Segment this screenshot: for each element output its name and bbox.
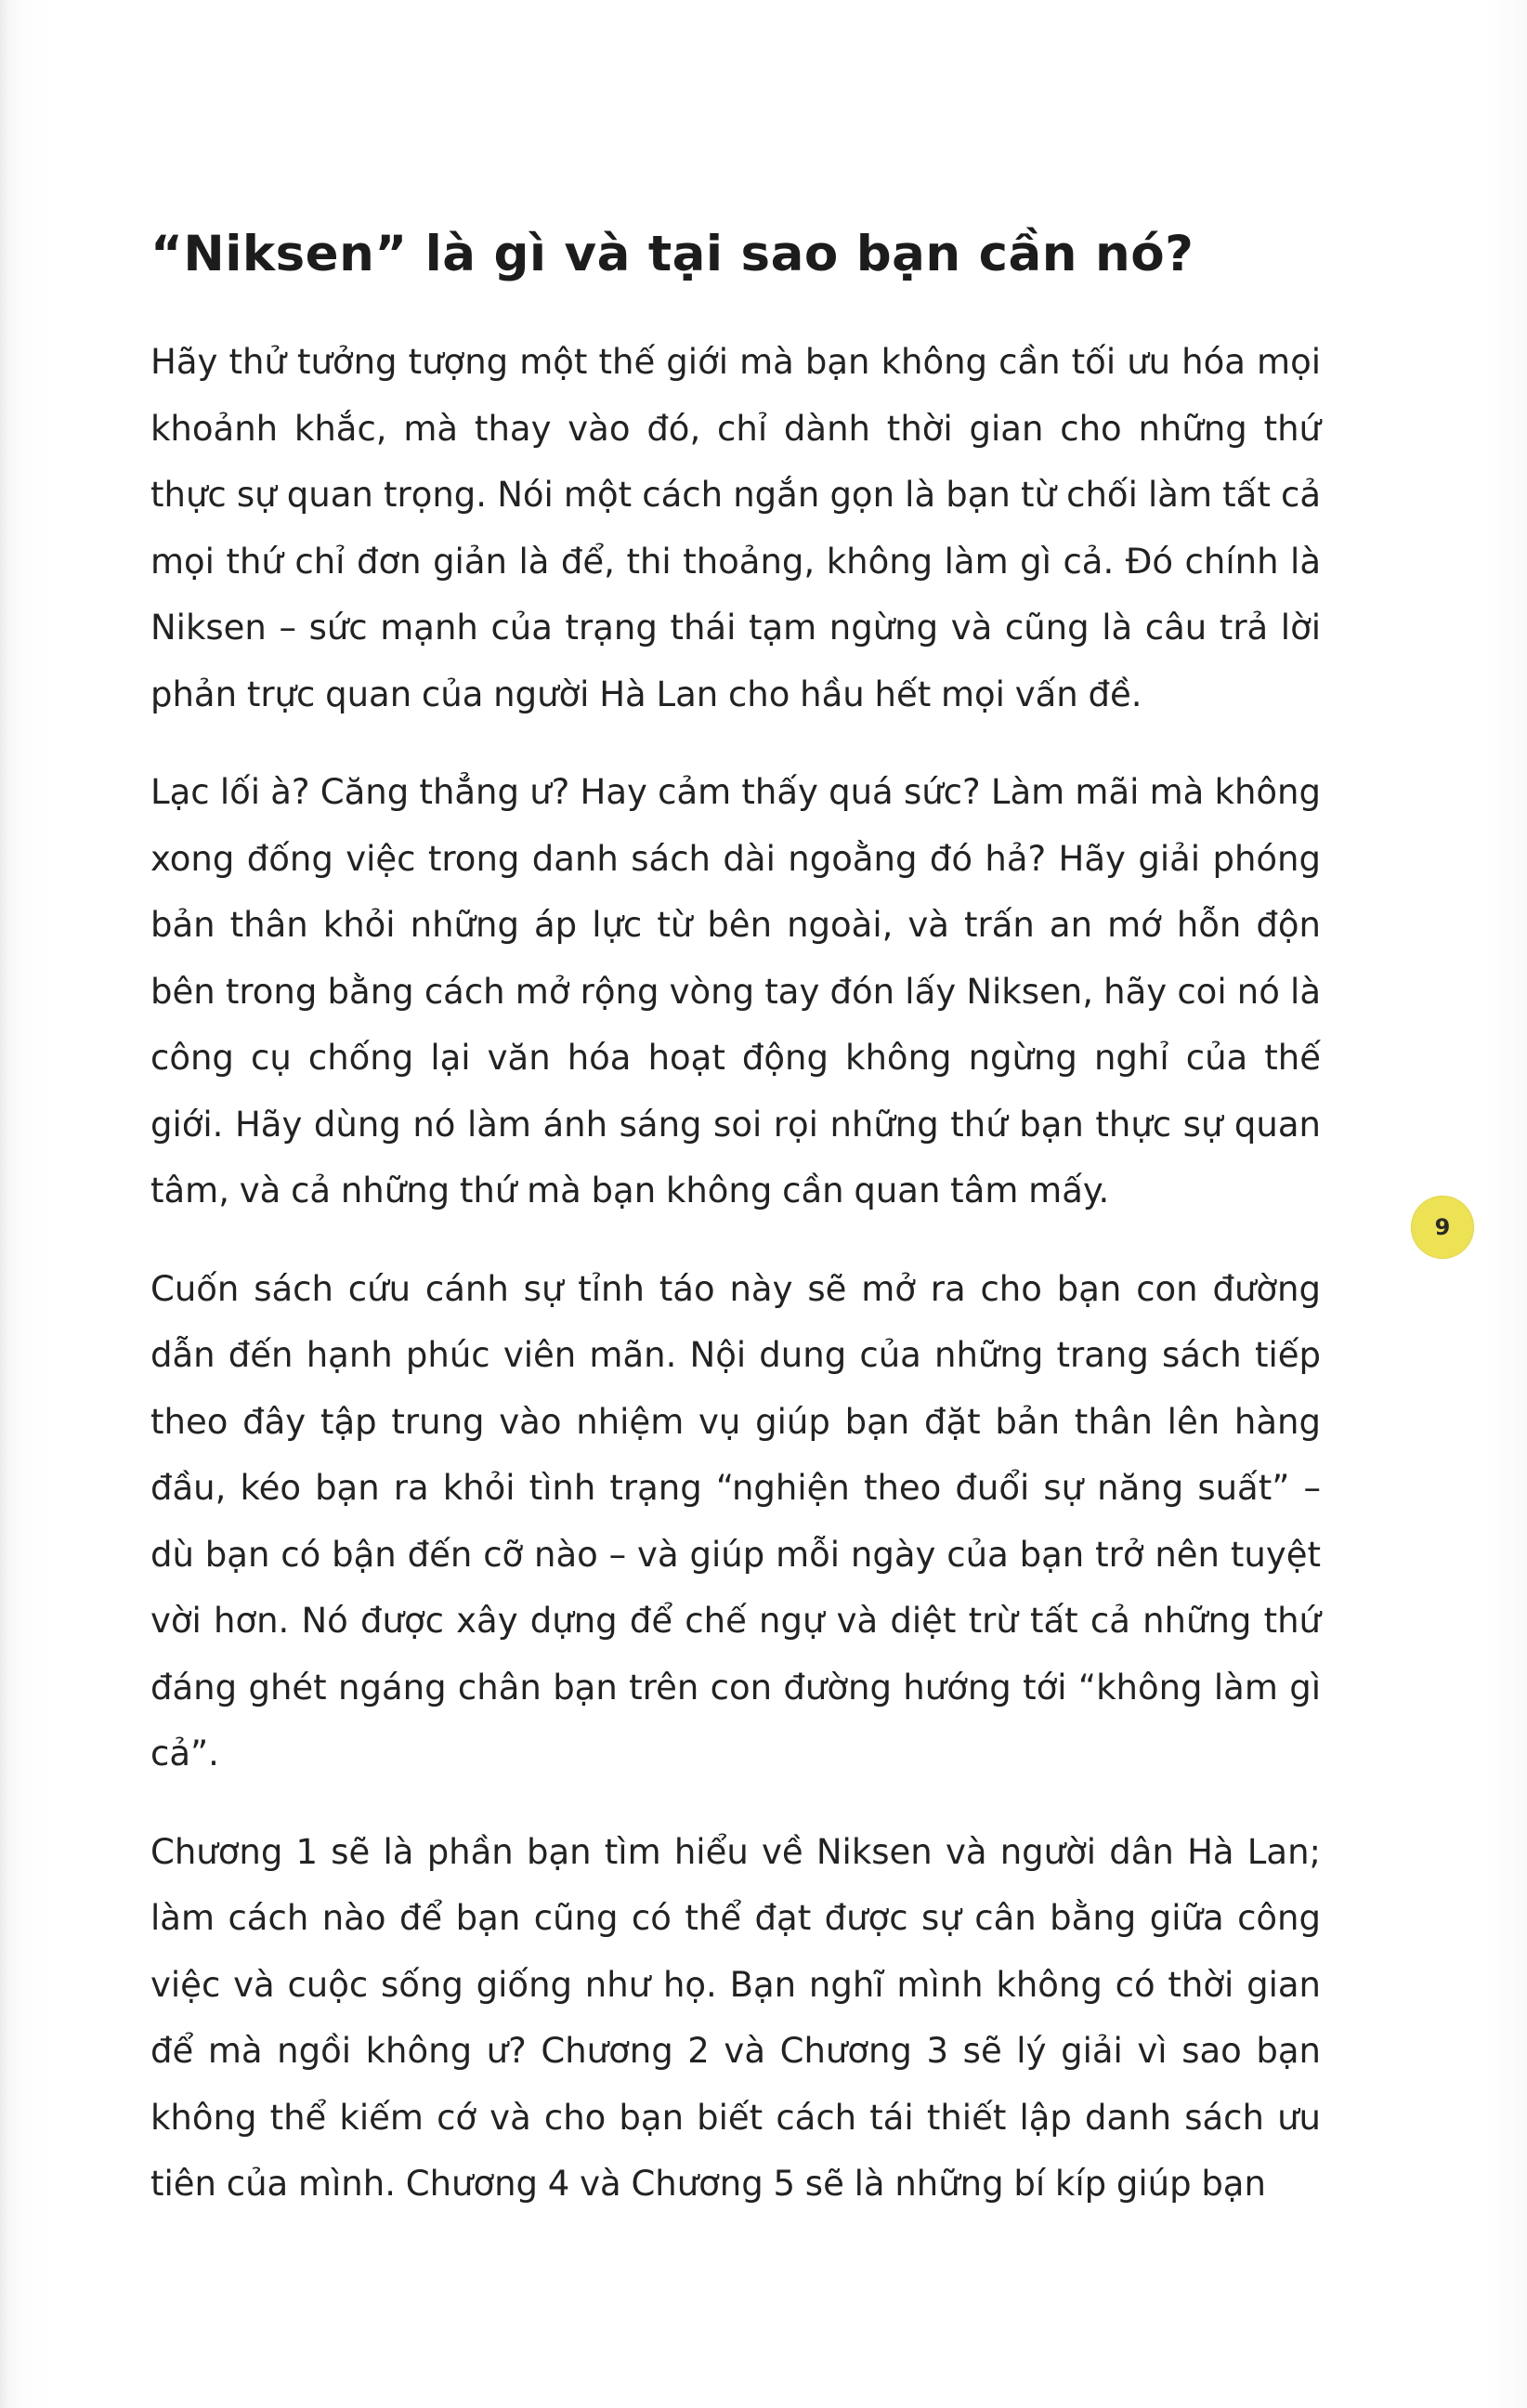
paragraph-4: Chương 1 sẽ là phần bạn tìm hiểu về Niksen và người dân Hà Lan; làm cách nào để bạn cũng có thể đạt được sự cân bằng giữa công việc và cuộc sống giống như họ. Bạn nghĩ mình không có thời gian để mà ngồi không ư? Chương 2 và Chương 3 sẽ lý giải vì sao bạn không thể kiếm cớ và cho bạn biết cách tái thiết lập danh sách ưu tiên của mình. Chương 4 và Chương 5 sẽ là những bí kíp giúp bạn [150,1831,1321,2204]
page-number-badge: 9 [1411,1196,1474,1259]
paragraph-2: Lạc lối à? Căng thẳng ư? Hay cảm thấy quá sức? Làm mãi mà không xong đống việc trong danh sách dài ngoằng đó hả? Hãy giải phóng bản thân khỏi những áp lực từ bên ngoài, và trấn an mớ hỗn độn bên trong bằng cách mở rộng vòng tay đón lấy Niksen, hãy coi nó là công cụ chống lại văn hóa hoạt động không ngừng nghỉ của thế giới. Hãy dùng nó làm ánh sáng soi rọi những thứ bạn thực sự quan tâm, và cả những thứ mà bạn không cần quan tâm mấy. [150,772,1321,1211]
section-heading: “Niksen” là gì và tại sao bạn cần nó? [150,226,1194,282]
page-content [150,221,1321,2249]
paragraph-1: Hãy thử tưởng tượng một thế giới mà bạn không cần tối ưu hóa mọi khoảnh khắc, mà thay vào đó, chỉ dành thời gian cho những thứ thực sự quan trọng. Nói một cách ngắn gọn là bạn từ chối làm tất cả mọi thứ chỉ đơn giản là để, thi thoảng, không làm gì cả. Đó chính là Niksen – sức mạnh của trạng thái tạm ngừng và cũng là câu trả lời phản trực quan của người Hà Lan cho hầu hết mọi vấn đề. [150,342,1321,714]
paragraph-3: Cuốn sách cứu cánh sự tỉnh táo này sẽ mở ra cho bạn con đường dẫn đến hạnh phúc viên mãn. Nội dung của những trang sách tiếp theo đây tập trung vào nhiệm vụ giúp bạn đặt bản thân lên hàng đầu, kéo bạn ra khỏi tình trạng “nghiện theo đuổi sự năng suất” – dù bạn có bận đến cỡ nào – và giúp mỗi ngày của bạn trở nên tuyệt vời hơn. Nó được xây dựng để chế ngự và diệt trừ tất cả những thứ đáng ghét ngáng chân bạn trên con đường hướng tới “không làm gì cả”. [150,1268,1321,1773]
